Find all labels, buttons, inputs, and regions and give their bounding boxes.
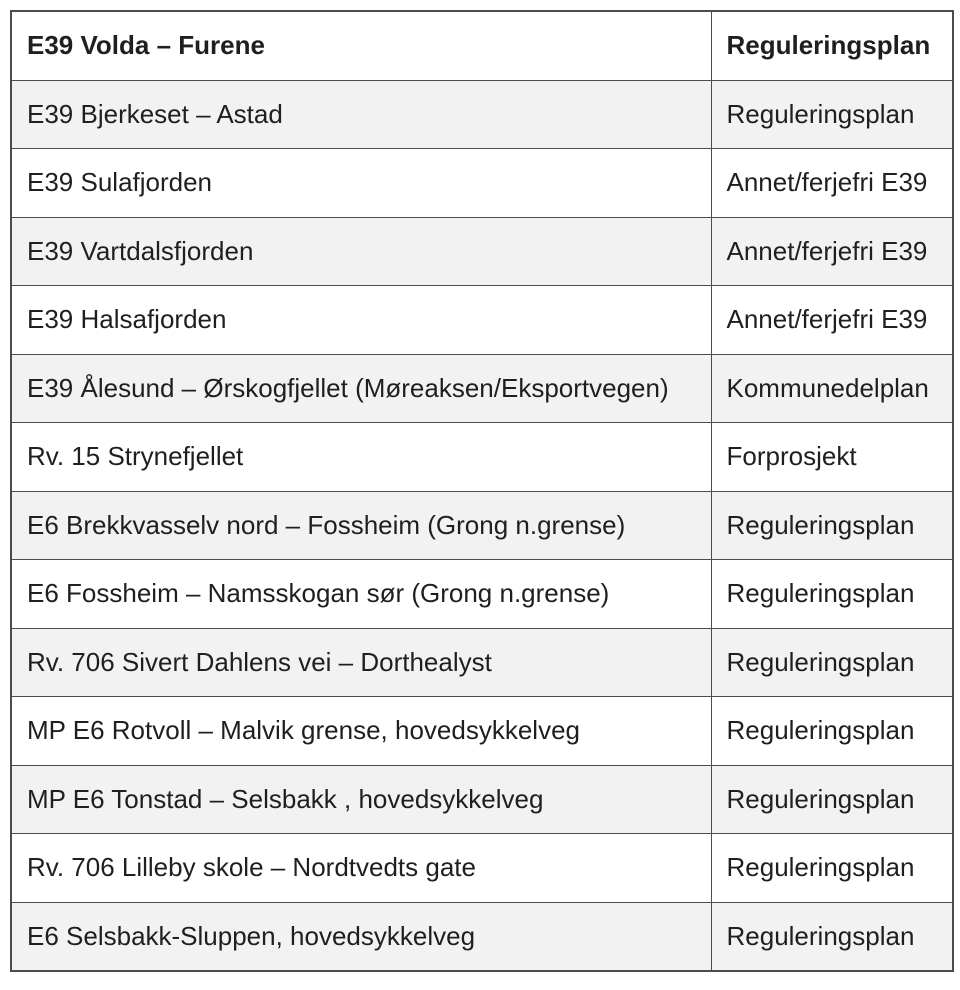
table-row xyxy=(11,80,953,149)
project-name-cell: E39 Sulafjorden xyxy=(11,149,711,218)
table-row xyxy=(11,423,953,492)
project-name-cell: E39 Vartdalsfjorden xyxy=(11,217,711,286)
project-name-cell: Rv. 706 Sivert Dahlens vei – Dorthealyst xyxy=(11,628,711,697)
table-row xyxy=(11,286,953,355)
plan-type-cell: Annet/ferjefri E39 xyxy=(711,149,953,218)
table-row xyxy=(11,149,953,218)
plan-type-cell: Reguleringsplan xyxy=(711,491,953,560)
project-name-cell: E39 Halsafjorden xyxy=(11,286,711,355)
plan-type-cell: Reguleringsplan xyxy=(711,834,953,903)
table-row xyxy=(11,491,953,560)
project-name-cell: E6 Selsbakk-Sluppen, hovedsykkelveg xyxy=(11,902,711,971)
plan-type-cell: Forprosjekt xyxy=(711,423,953,492)
project-name-cell: Rv. 15 Strynefjellet xyxy=(11,423,711,492)
table-row xyxy=(11,217,953,286)
table-row xyxy=(11,354,953,423)
project-name-cell: MP E6 Tonstad – Selsbakk , hovedsykkelveg xyxy=(11,765,711,834)
plan-type-cell: Reguleringsplan xyxy=(711,628,953,697)
table-row xyxy=(11,697,953,766)
plan-type-cell: Reguleringsplan xyxy=(711,765,953,834)
plan-type-cell: Kommunedelplan xyxy=(711,354,953,423)
project-name-cell: MP E6 Rotvoll – Malvik grense, hovedsykkelveg xyxy=(11,697,711,766)
plan-type-cell: Annet/ferjefri E39 xyxy=(711,217,953,286)
project-name-cell: E6 Fossheim – Namsskogan sør (Grong n.grense) xyxy=(11,560,711,629)
plan-type-header-cell: Reguleringsplan xyxy=(711,11,953,80)
project-name-cell: E39 Ålesund – Ørskogfjellet (Møreaksen/Eksportvegen) xyxy=(11,354,711,423)
project-name-cell: E6 Brekkvasselv nord – Fossheim (Grong n.grense) xyxy=(11,491,711,560)
project-name-cell: E39 Bjerkeset – Astad xyxy=(11,80,711,149)
plan-type-cell: Reguleringsplan xyxy=(711,902,953,971)
table-row xyxy=(11,765,953,834)
plan-type-cell: Reguleringsplan xyxy=(711,80,953,149)
projects-table xyxy=(10,10,954,972)
table-row xyxy=(11,834,953,903)
table-row xyxy=(11,560,953,629)
table-row xyxy=(11,902,953,971)
plan-type-cell: Reguleringsplan xyxy=(711,560,953,629)
plan-type-cell: Annet/ferjefri E39 xyxy=(711,286,953,355)
table-row xyxy=(11,628,953,697)
plan-type-cell: Reguleringsplan xyxy=(711,697,953,766)
project-name-cell: Rv. 706 Lilleby skole – Nordtvedts gate xyxy=(11,834,711,903)
table-header-row xyxy=(11,11,953,80)
project-name-header-cell: E39 Volda – Furene xyxy=(11,11,711,80)
